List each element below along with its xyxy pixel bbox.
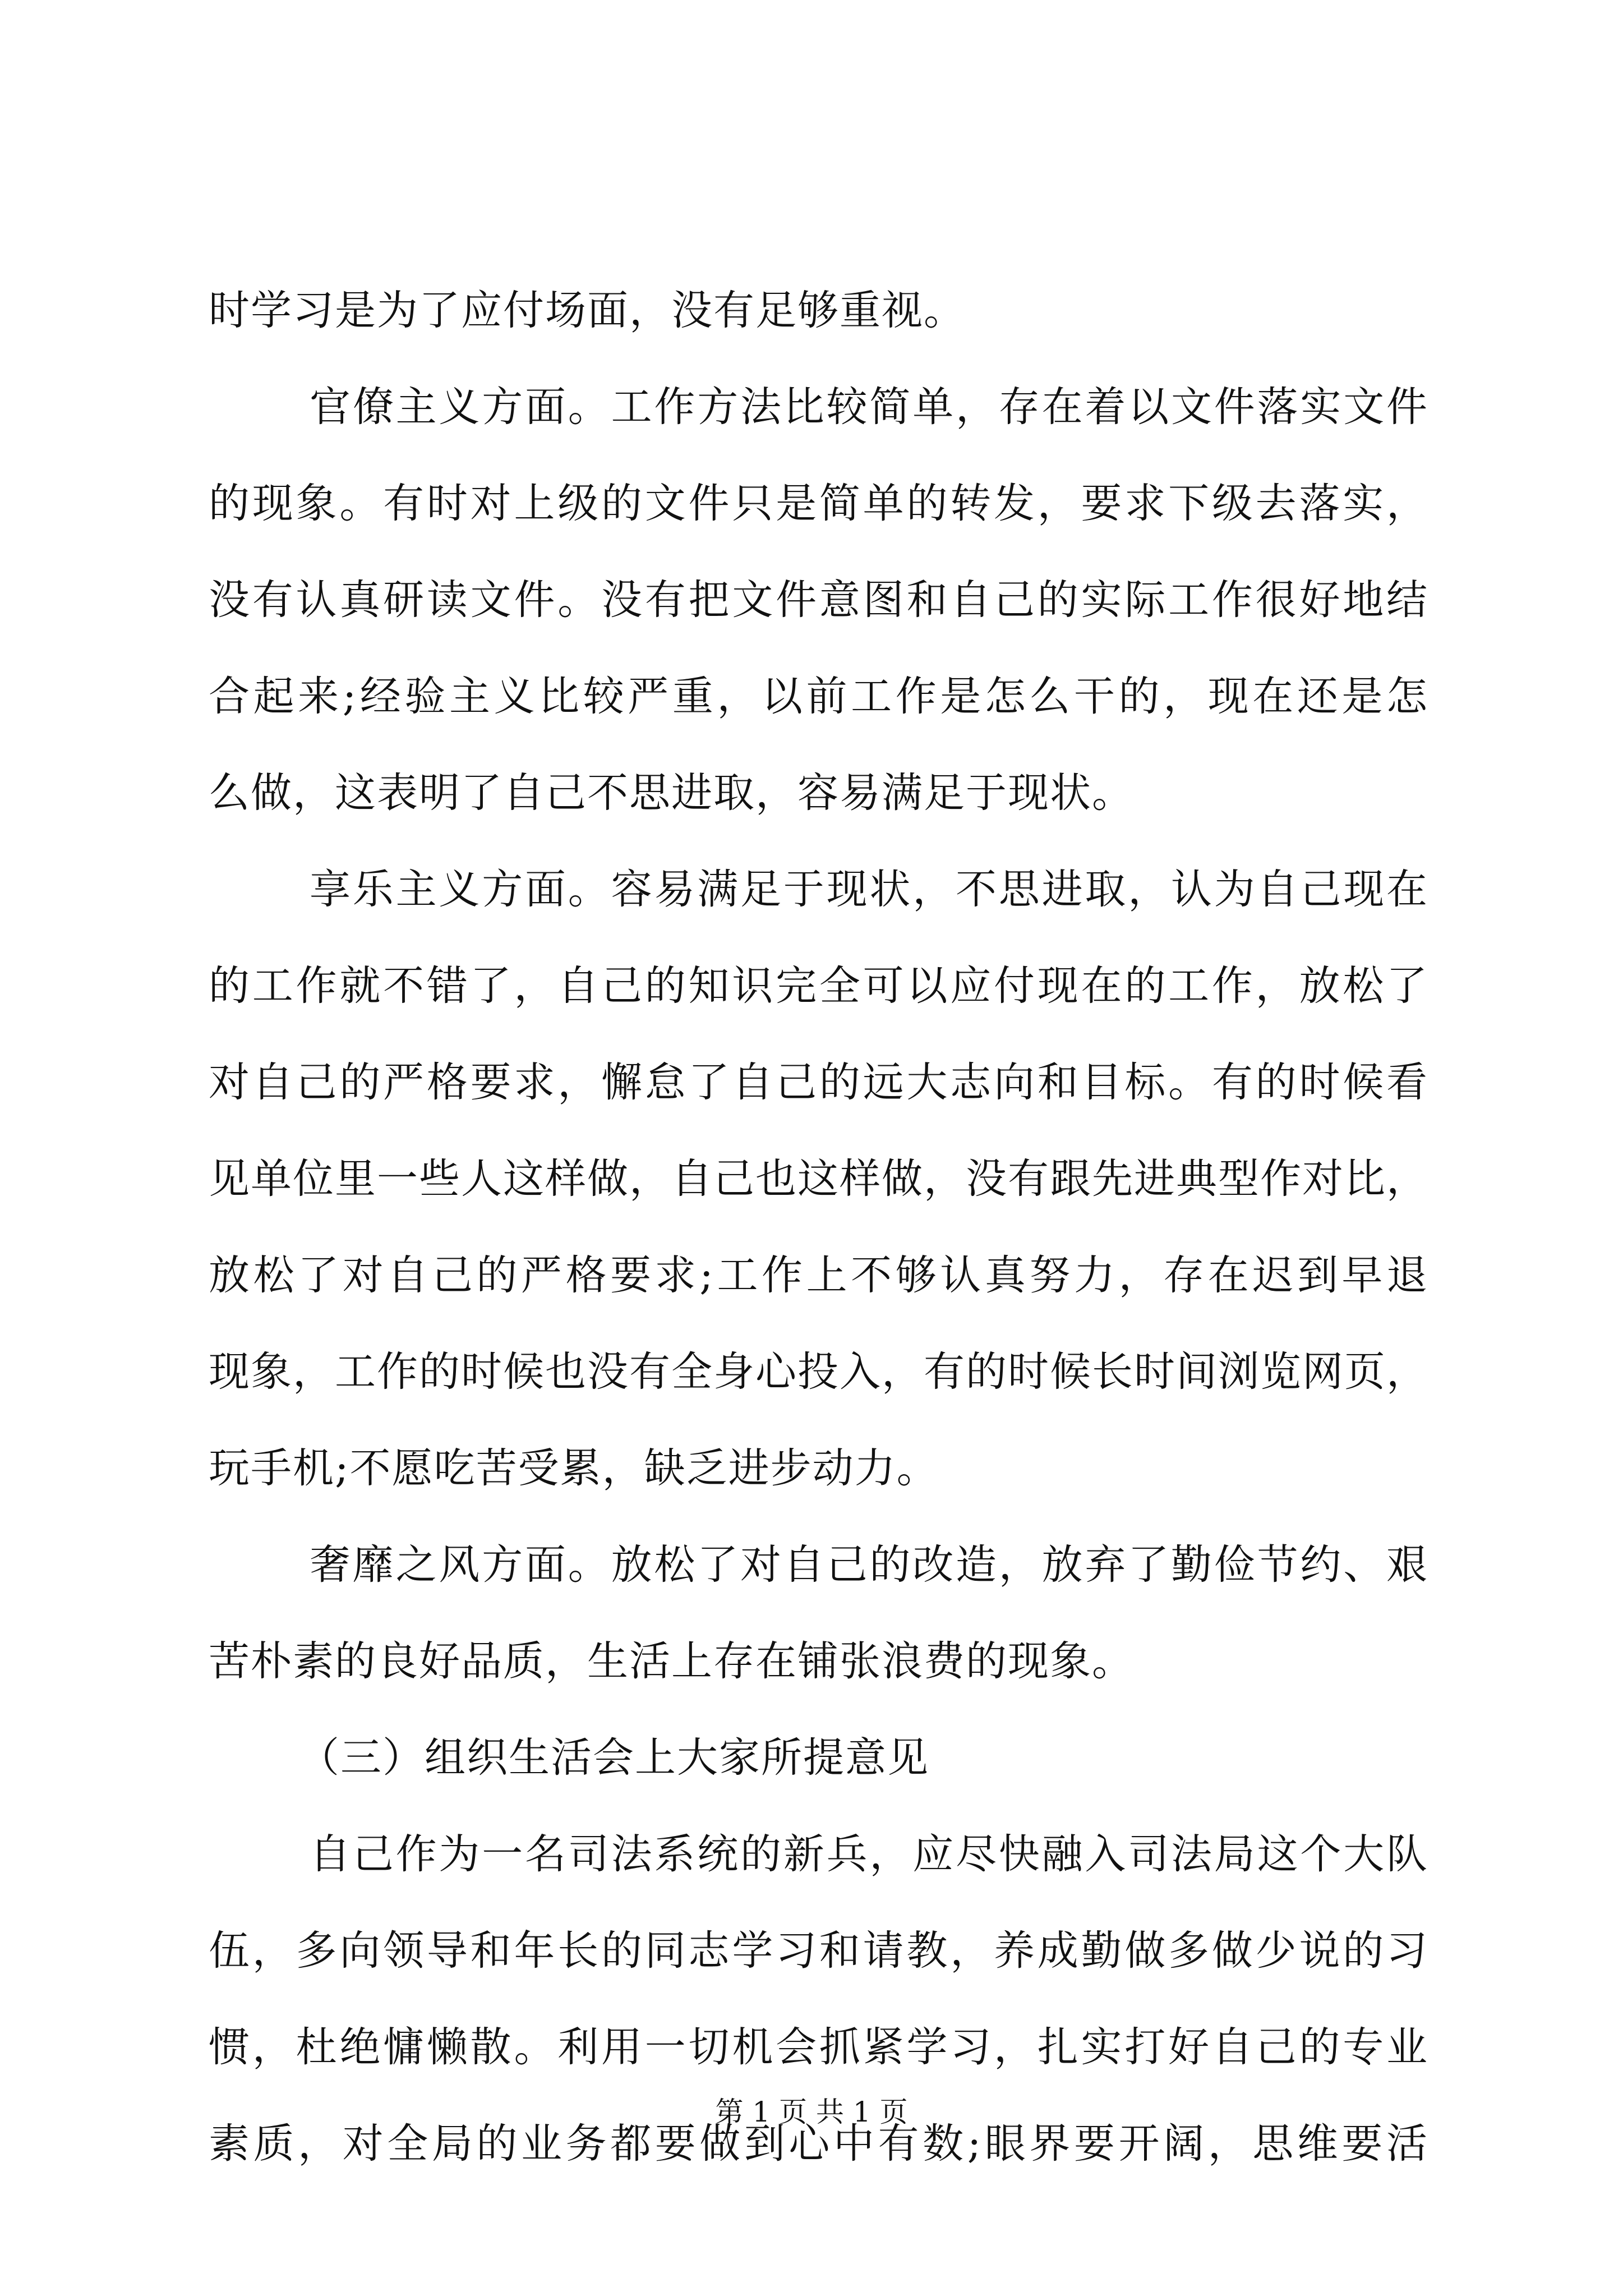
paragraph-line: 合起来;经验主义比较严重，以前工作是怎么干的，现在还是怎 [209, 673, 1428, 720]
paragraph-line: 官僚主义方面。工作方法比较简单，存在着以文件落实文件 [310, 383, 1428, 431]
paragraph-line: 伍，多向领导和年长的同志学习和请教，养成勤做多做少说的习 [209, 1927, 1428, 1975]
paragraph-line: 自己作为一名司法系统的新兵，应尽快融入司法局这个大队 [310, 1830, 1428, 1878]
paragraph-line: 现象，工作的时候也没有全身心投入，有的时候长时间浏览网页， [209, 1348, 1428, 1396]
paragraph-line: 惯，杜绝慵懒散。利用一切机会抓紧学习，扎实打好自己的专业 [209, 2023, 1428, 2071]
paragraph-line: 玩手机;不愿吃苦受累，缺乏进步动力。 [209, 1444, 939, 1492]
paragraph-line: 奢靡之风方面。放松了对自己的改造，放弃了勤俭节约、艰 [310, 1541, 1428, 1589]
paragraph-line: 时学习是为了应付场面，没有足够重视。 [209, 287, 966, 334]
paragraph-line: 享乐主义方面。容易满足于现状，不思进取，认为自己现在 [310, 866, 1428, 913]
paragraph-line: 见单位里一些人这样做，自己也这样做，没有跟先进典型作对比， [209, 1155, 1428, 1203]
paragraph-line: 么做，这表明了自己不思进取，容易满足于现状。 [209, 769, 1134, 817]
section-heading: （三）组织生活会上大家所提意见 [298, 1734, 929, 1782]
document-body [209, 263, 1428, 2192]
page-footer: 第 1 页 共 1 页 [715, 2096, 908, 2128]
paragraph-line: 苦朴素的良好品质，生活上存在铺张浪费的现象。 [209, 1637, 1134, 1685]
paragraph-line: 素质，对全局的业务都要做到心中有数;眼界要开阔，思维要活 [209, 2120, 1428, 2168]
paragraph-line: 对自己的严格要求，懈怠了自己的远大志向和目标。有的时候看 [209, 1059, 1428, 1106]
paragraph-line: 的现象。有时对上级的文件只是简单的转发，要求下级去落实， [209, 480, 1428, 527]
paragraph-line: 的工作就不错了，自己的知识完全可以应付现在的工作，放松了 [209, 962, 1428, 1010]
paragraph-line: 没有认真研读文件。没有把文件意图和自己的实际工作很好地结 [209, 576, 1428, 624]
paragraph-line: 放松了对自己的严格要求;工作上不够认真努力，存在迟到早退 [209, 1251, 1428, 1299]
